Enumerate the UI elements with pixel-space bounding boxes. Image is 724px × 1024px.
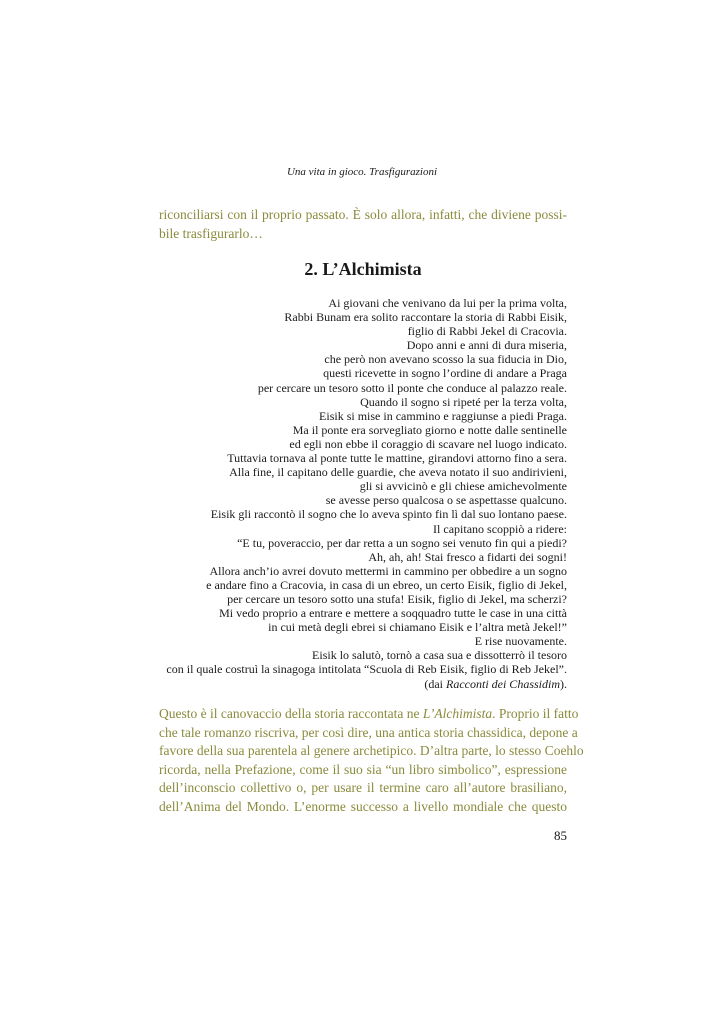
quote-line: gli si avvicinò e gli chiese amichevolmente <box>359 479 567 494</box>
quote-line: Mi vedo proprio a entrare e mettere a soqquadro tutte le case in una città <box>219 606 567 621</box>
quote-line: Tuttavia tornava al ponte tutte le mattine, girandovi attorno fino a sera. <box>227 451 567 466</box>
quote-line: Dopo anni e anni di dura miseria, <box>406 338 567 353</box>
quote-source-prefix: (dai <box>424 676 446 691</box>
quote-line: per cercare un tesoro sotto una stufa! Eisik, figlio di Jekel, ma scherzi? <box>227 591 567 606</box>
quote-line: e andare fino a Cracovia, in casa di un ebreo, un certo Eisik, figlio di Jekel, <box>206 577 567 592</box>
quote-line: Allora anch’io avrei dovuto mettermi in cammino per obbedire a un sogno <box>209 563 567 578</box>
quote-line: Eisik si mise in cammino e raggiunse a piedi Praga. <box>319 408 567 423</box>
quote-source-suffix: ). <box>560 676 567 691</box>
quote-line: se avesse perso qualcosa o se aspettasse qualcuno. <box>325 493 567 508</box>
section-title: 2. L’Alchimista <box>304 259 422 279</box>
intro-paragraph: riconciliarsi con il proprio passato. È solo allora, infatti, che diviene possi-bile trasfigurarlo… <box>159 207 567 241</box>
body-line: dell’Anima del Mondo. L’enorme successo a livello mondiale che questo <box>159 798 567 814</box>
quote-line: che però non avevano scosso la sua fiducia in Dio, <box>324 352 567 367</box>
quote-line: Eisik gli raccontò il sogno che lo aveva spinto fin lì dal suo lontano paese. <box>210 507 567 522</box>
body-line: favore della sua parentela al genere archetipico. D’altra parte, lo stesso Coehlo <box>159 743 584 758</box>
quote-line: in cui metà degli ebrei si chiamano Eisik e l’altra metà Jekel!” <box>268 620 567 635</box>
quote-line: per cercare un tesoro sotto il ponte che conduce al palazzo reale. <box>257 380 567 395</box>
quote-line: E rise nuovamente. <box>474 634 567 649</box>
body-line-text: Questo è il canovaccio della storia raccontata ne <box>159 706 423 721</box>
quote-line: Ai giovani che venivano da lui per la prima volta, <box>328 296 567 310</box>
page-number: 85 <box>554 828 567 843</box>
quote-source <box>150 677 567 691</box>
body-line: che tale romanzo riscriva, per così dire, una antica storia chassidica, depone a <box>159 724 578 740</box>
quote-line: Alla fine, il capitano delle guardie, che aveva notato il suo andirivieni, <box>229 465 567 480</box>
body-line: ricorda, nella Prefazione, come il suo sia “un libro simbolico”, espressione <box>159 761 567 777</box>
quote-line: “E tu, poveraccio, per dar retta a un sogno sei venuto fin qui a piedi? <box>237 535 567 550</box>
quote-line: con il quale costruì la sinagoga intitolata “Scuola di Reb Eisik, figlio di Reb Jekel”. <box>166 662 567 677</box>
quote-source-title: Racconti dei Chassidim <box>446 676 560 691</box>
quote-line: Ah, ah, ah! Stai fresco a fidarti dei sogni! <box>368 549 567 564</box>
body-line: dell’inconscio collettivo o, per usare il termine caro all’autore brasiliano, <box>159 780 567 795</box>
quote-line: Quando il sogno si ripeté per la terza volta, <box>360 394 567 409</box>
body-line <box>159 705 579 724</box>
quote-line: ed egli non ebbe il coraggio di scavare nel luogo indicato. <box>289 436 567 451</box>
quote-line: figlio di Rabbi Jekel di Cracovia. <box>407 324 567 339</box>
quote-line: Ma il ponte era sorvegliato giorno e notte dalle sentinelle <box>292 422 567 437</box>
body-paragraph <box>159 705 584 816</box>
quote-line: questi ricevette in sogno l’ordine di andare a Praga <box>323 366 567 381</box>
book-title: L’Alchimista <box>422 706 493 721</box>
running-header: Una vita in gioco. Trasfigurazioni <box>286 166 438 178</box>
body-line-text: . Proprio il fatto <box>492 706 579 721</box>
quote-line: Rabbi Bunam era solito raccontare la storia di Rabbi Eisik, <box>284 310 567 325</box>
quote-line: Il capitano scoppiò a ridere: <box>433 521 567 536</box>
quote-line: Eisik lo salutò, tornò a casa sua e dissotterrò il tesoro <box>312 648 567 663</box>
epigraph-quote <box>150 296 567 691</box>
